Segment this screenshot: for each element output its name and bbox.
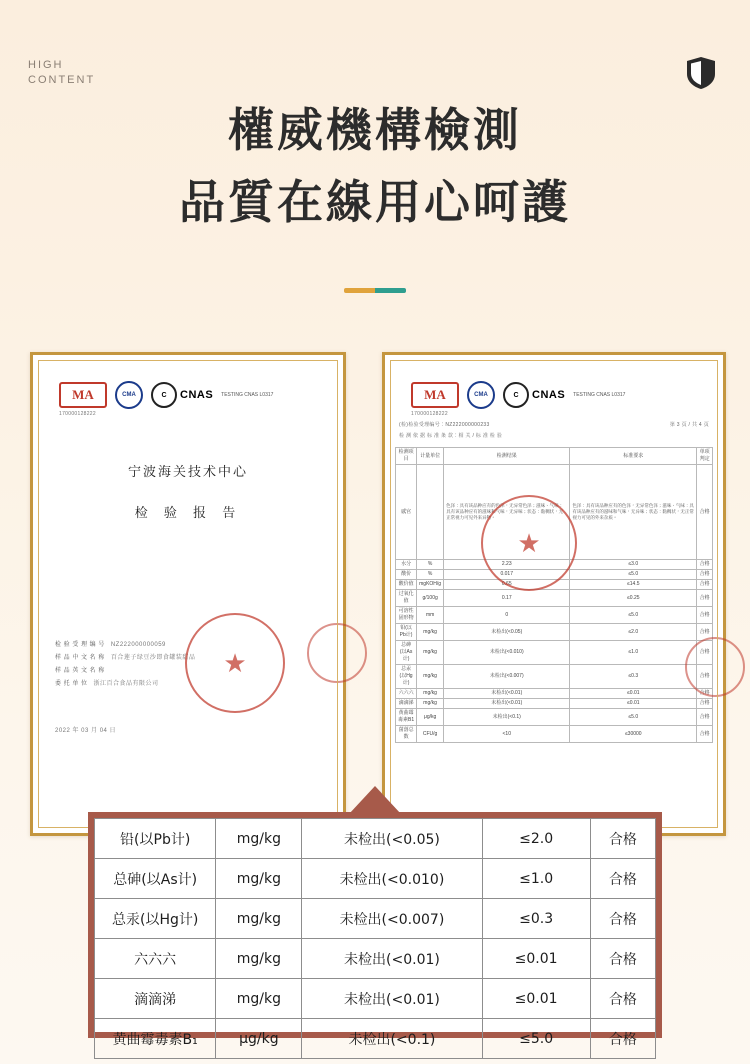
cell-result: <10 bbox=[444, 726, 570, 743]
table-row bbox=[396, 624, 713, 641]
cell-standard: ≤5.0 bbox=[482, 1019, 590, 1059]
table-row bbox=[95, 1019, 656, 1059]
brand-wordmark bbox=[28, 58, 95, 88]
cell-verdict: 合格 bbox=[697, 726, 713, 743]
cell-item: 铅(以Pb计) bbox=[396, 624, 417, 641]
cell-verdict: 合格 bbox=[697, 570, 713, 580]
partial-stamp-icon bbox=[307, 623, 367, 683]
cell-item: 总砷(以As计) bbox=[95, 859, 216, 899]
cell-unit: μg/kg bbox=[417, 709, 444, 726]
cell-standard: ≤14.5 bbox=[570, 580, 697, 590]
cell-standard: ≤0.3 bbox=[570, 665, 697, 689]
certificate-results-page[interactable] bbox=[382, 352, 726, 836]
report-page-header bbox=[399, 421, 723, 428]
cell-result: 0.017 bbox=[444, 570, 570, 580]
cell-unit: mm bbox=[417, 607, 444, 624]
cell-verdict: 合格 bbox=[590, 939, 655, 979]
cell-result: 0.17 bbox=[444, 590, 570, 607]
cma-seal-icon: CMA bbox=[115, 381, 143, 409]
cell-item: 铅(以Pb计) bbox=[95, 819, 216, 859]
cma-seal-icon: CMA bbox=[467, 381, 495, 409]
cell-result: 未检出(<0.01) bbox=[302, 979, 482, 1019]
cell-standard: 色泽：具有该品种应有的色泽，无异常色泽；滋味、气味：具有该品种应有的滋味和气味，无异味；状态：黏稠状，无正常视力可见的外来杂质。 bbox=[570, 465, 697, 560]
cell-standard: ≤2.0 bbox=[482, 819, 590, 859]
cell-result: 未检出(<0.1) bbox=[302, 1019, 482, 1059]
cell-standard: ≤1.0 bbox=[482, 859, 590, 899]
brand-line-2: CONTENT bbox=[28, 74, 96, 86]
cell-verdict: 合格 bbox=[697, 689, 713, 699]
results-table bbox=[395, 447, 713, 743]
col-standard: 标准要求 bbox=[570, 448, 697, 465]
col-result: 检测结果 bbox=[444, 448, 570, 465]
table-row bbox=[396, 699, 713, 709]
cell-unit: % bbox=[417, 570, 444, 580]
divider-right-segment bbox=[375, 288, 406, 293]
field-label: 委 托 单 位 bbox=[55, 681, 88, 687]
table-row bbox=[95, 899, 656, 939]
cell-verdict: 合格 bbox=[697, 590, 713, 607]
cnas-logo-icon: C CNAS bbox=[151, 382, 213, 408]
cell-item: 菌落总数 bbox=[396, 726, 417, 743]
cell-result: 2.23 bbox=[444, 560, 570, 570]
cell-standard: ≤0.01 bbox=[482, 979, 590, 1019]
cell-result: 未检出(<0.007) bbox=[302, 899, 482, 939]
cell-result: 未检出(<0.05) bbox=[444, 624, 570, 641]
table-row bbox=[396, 590, 713, 607]
cell-result: 未检出(<0.010) bbox=[444, 641, 570, 665]
report-serial: (检)检验受理编号：NZ222000000233 bbox=[399, 422, 490, 428]
cell-item: 酸价值 bbox=[396, 580, 417, 590]
cell-result: 未检出(<0.01) bbox=[302, 939, 482, 979]
field-value: 百合莲子绿豆沙即食罐装甜品 bbox=[110, 655, 196, 661]
callout-arrow-icon bbox=[349, 786, 401, 814]
cell-standard: ≤0.01 bbox=[482, 939, 590, 979]
report-date: 2022 年 03 月 04 日 bbox=[55, 728, 117, 734]
table-row bbox=[396, 726, 713, 743]
field-label: 样 品 英 文 名 称 bbox=[55, 668, 105, 674]
cell-unit: mg/kg bbox=[216, 979, 302, 1019]
cell-verdict: 合格 bbox=[697, 465, 713, 560]
cell-item: 总汞(以Hg计) bbox=[95, 899, 216, 939]
cma-logo-icon: MA bbox=[59, 382, 107, 408]
official-stamp-icon: ★ bbox=[481, 495, 577, 591]
field-label: 检 验 受 理 编 号 bbox=[55, 642, 105, 648]
table-row bbox=[95, 859, 656, 899]
cnas-label: CNAS bbox=[532, 389, 566, 401]
cell-verdict: 合格 bbox=[697, 580, 713, 590]
table-row bbox=[396, 607, 713, 624]
cell-item: 六六六 bbox=[95, 939, 216, 979]
cell-unit: μg/kg bbox=[216, 1019, 302, 1059]
cell-standard: ≤0.01 bbox=[570, 689, 697, 699]
cell-standard: ≤0.3 bbox=[482, 899, 590, 939]
report-type-title: 检 验 报 告 bbox=[134, 506, 242, 521]
table-row bbox=[95, 939, 656, 979]
cell-verdict: 合格 bbox=[697, 709, 713, 726]
standard-basis-text: 检 测 依 据 标 准 条 款：相 关 / 标 准 检 验 bbox=[399, 433, 503, 439]
page-indicator: 第 3 页 / 共 4 页 bbox=[669, 422, 709, 428]
cell-standard: ≤2.0 bbox=[570, 624, 697, 641]
cell-item: 水分 bbox=[396, 560, 417, 570]
divider bbox=[344, 288, 406, 293]
table-row bbox=[396, 665, 713, 689]
cell-verdict: 合格 bbox=[697, 665, 713, 689]
col-verdict: 单项判定 bbox=[697, 448, 713, 465]
cell-result: 未检出(<0.010) bbox=[302, 859, 482, 899]
cell-unit: mgKOH/g bbox=[417, 580, 444, 590]
issuing-authority-name: 宁波海关技术中心 bbox=[127, 465, 248, 480]
headline-line-1: 權威機構檢測 bbox=[228, 103, 522, 157]
headline-line-2: 品質在線用心呵護 bbox=[179, 175, 571, 229]
page-title bbox=[0, 100, 750, 232]
cell-standard: ≤30000 bbox=[570, 726, 697, 743]
cell-item: 总汞(以Hg计) bbox=[396, 665, 417, 689]
cnas-note-right: TESTING CNAS L0317 bbox=[573, 392, 626, 398]
cell-standard: ≤5.0 bbox=[570, 709, 697, 726]
cell-verdict: 合格 bbox=[590, 859, 655, 899]
divider-left-segment bbox=[344, 288, 375, 293]
cma-logo-icon: MA bbox=[411, 382, 459, 408]
cell-verdict: 合格 bbox=[697, 699, 713, 709]
partial-stamp-icon bbox=[685, 637, 745, 697]
cell-item: 酸价 bbox=[396, 570, 417, 580]
cell-unit: mg/kg bbox=[216, 859, 302, 899]
accreditation-logos-right bbox=[385, 355, 723, 409]
cell-unit: mg/kg bbox=[216, 819, 302, 859]
cell-verdict: 合格 bbox=[590, 819, 655, 859]
cell-item: 滴滴涕 bbox=[95, 979, 216, 1019]
table-row bbox=[396, 709, 713, 726]
certificate-cover-page[interactable] bbox=[30, 352, 346, 836]
cma-code-right: 170000128222 bbox=[411, 411, 448, 417]
cell-verdict: 合格 bbox=[697, 560, 713, 570]
cell-result: 未检出(<0.01) bbox=[444, 699, 570, 709]
cell-result: 0.65 bbox=[444, 580, 570, 590]
field-label: 样 品 中 文 名 称 bbox=[55, 655, 105, 661]
cell-standard: ≤5.0 bbox=[570, 570, 697, 580]
cell-result: 0 bbox=[444, 607, 570, 624]
cell-verdict: 合格 bbox=[590, 979, 655, 1019]
col-unit: 计量单位 bbox=[417, 448, 444, 465]
field-value: 浙江百合食品有限公司 bbox=[93, 681, 159, 687]
table-row bbox=[396, 641, 713, 665]
cell-result: 未检出(<0.007) bbox=[444, 665, 570, 689]
cell-standard: ≤0.25 bbox=[570, 590, 697, 607]
cell-item: 感官 bbox=[396, 465, 417, 560]
cell-result: 未检出(<0.1) bbox=[444, 709, 570, 726]
accreditation-logos-left bbox=[33, 355, 343, 409]
cell-standard: ≤0.01 bbox=[570, 699, 697, 709]
cell-unit: mg/kg bbox=[417, 624, 444, 641]
cell-unit bbox=[417, 465, 444, 560]
cell-item: 滴滴涕 bbox=[396, 699, 417, 709]
cell-unit: mg/kg bbox=[417, 689, 444, 699]
cnas-label: CNAS bbox=[180, 389, 214, 401]
cell-standard: ≤1.0 bbox=[570, 641, 697, 665]
cell-unit: mg/kg bbox=[417, 665, 444, 689]
cell-unit: CFU/g bbox=[417, 726, 444, 743]
cell-verdict: 合格 bbox=[697, 607, 713, 624]
cell-item: 六六六 bbox=[396, 689, 417, 699]
cell-unit: mg/kg bbox=[216, 899, 302, 939]
cnas-logo-icon: C CNAS bbox=[503, 382, 565, 408]
cell-standard: ≤5.0 bbox=[570, 607, 697, 624]
cell-verdict: 合格 bbox=[590, 899, 655, 939]
cnas-note-left: TESTING CNAS L0317 bbox=[221, 392, 274, 398]
field-value: NZ222000000059 bbox=[110, 642, 166, 648]
cell-item: 总砷(以As计) bbox=[396, 641, 417, 665]
col-item: 检测项目 bbox=[396, 448, 417, 465]
cell-verdict: 合格 bbox=[697, 641, 713, 665]
table-row bbox=[95, 819, 656, 859]
cell-verdict: 合格 bbox=[697, 624, 713, 641]
table-row bbox=[95, 979, 656, 1019]
cell-item: 过氧化值 bbox=[396, 590, 417, 607]
cell-unit: mg/kg bbox=[216, 939, 302, 979]
cell-unit: % bbox=[417, 560, 444, 570]
table-row bbox=[396, 689, 713, 699]
cell-standard: ≤3.0 bbox=[570, 560, 697, 570]
cma-code-left: 170000128222 bbox=[59, 411, 96, 417]
shield-icon bbox=[686, 56, 716, 90]
brand-line-1: HIGH bbox=[28, 59, 64, 71]
cell-unit: mg/kg bbox=[417, 641, 444, 665]
standard-basis-note bbox=[399, 432, 723, 439]
cell-unit: g/100g bbox=[417, 590, 444, 607]
cell-item: 黄曲霉毒素B₁ bbox=[95, 1019, 216, 1059]
cell-result: 未检出(<0.01) bbox=[444, 689, 570, 699]
cell-unit: mg/kg bbox=[417, 699, 444, 709]
cell-item: 黄曲霉毒素B1 bbox=[396, 709, 417, 726]
table-header-row bbox=[396, 448, 713, 465]
zoomed-results-table bbox=[88, 812, 662, 1048]
official-stamp-icon: ★ bbox=[185, 613, 285, 713]
cell-verdict: 合格 bbox=[590, 1019, 655, 1059]
cell-result: 未检出(<0.05) bbox=[302, 819, 482, 859]
cell-result: 色泽：具有该品种应有的色泽，无异常色泽；滋味、气味：具有该品种应有的滋味和气味，无异味；状态：黏稠状，无正常视力可见外来异物。 bbox=[444, 465, 570, 560]
cell-item: 可溶性固形物 bbox=[396, 607, 417, 624]
